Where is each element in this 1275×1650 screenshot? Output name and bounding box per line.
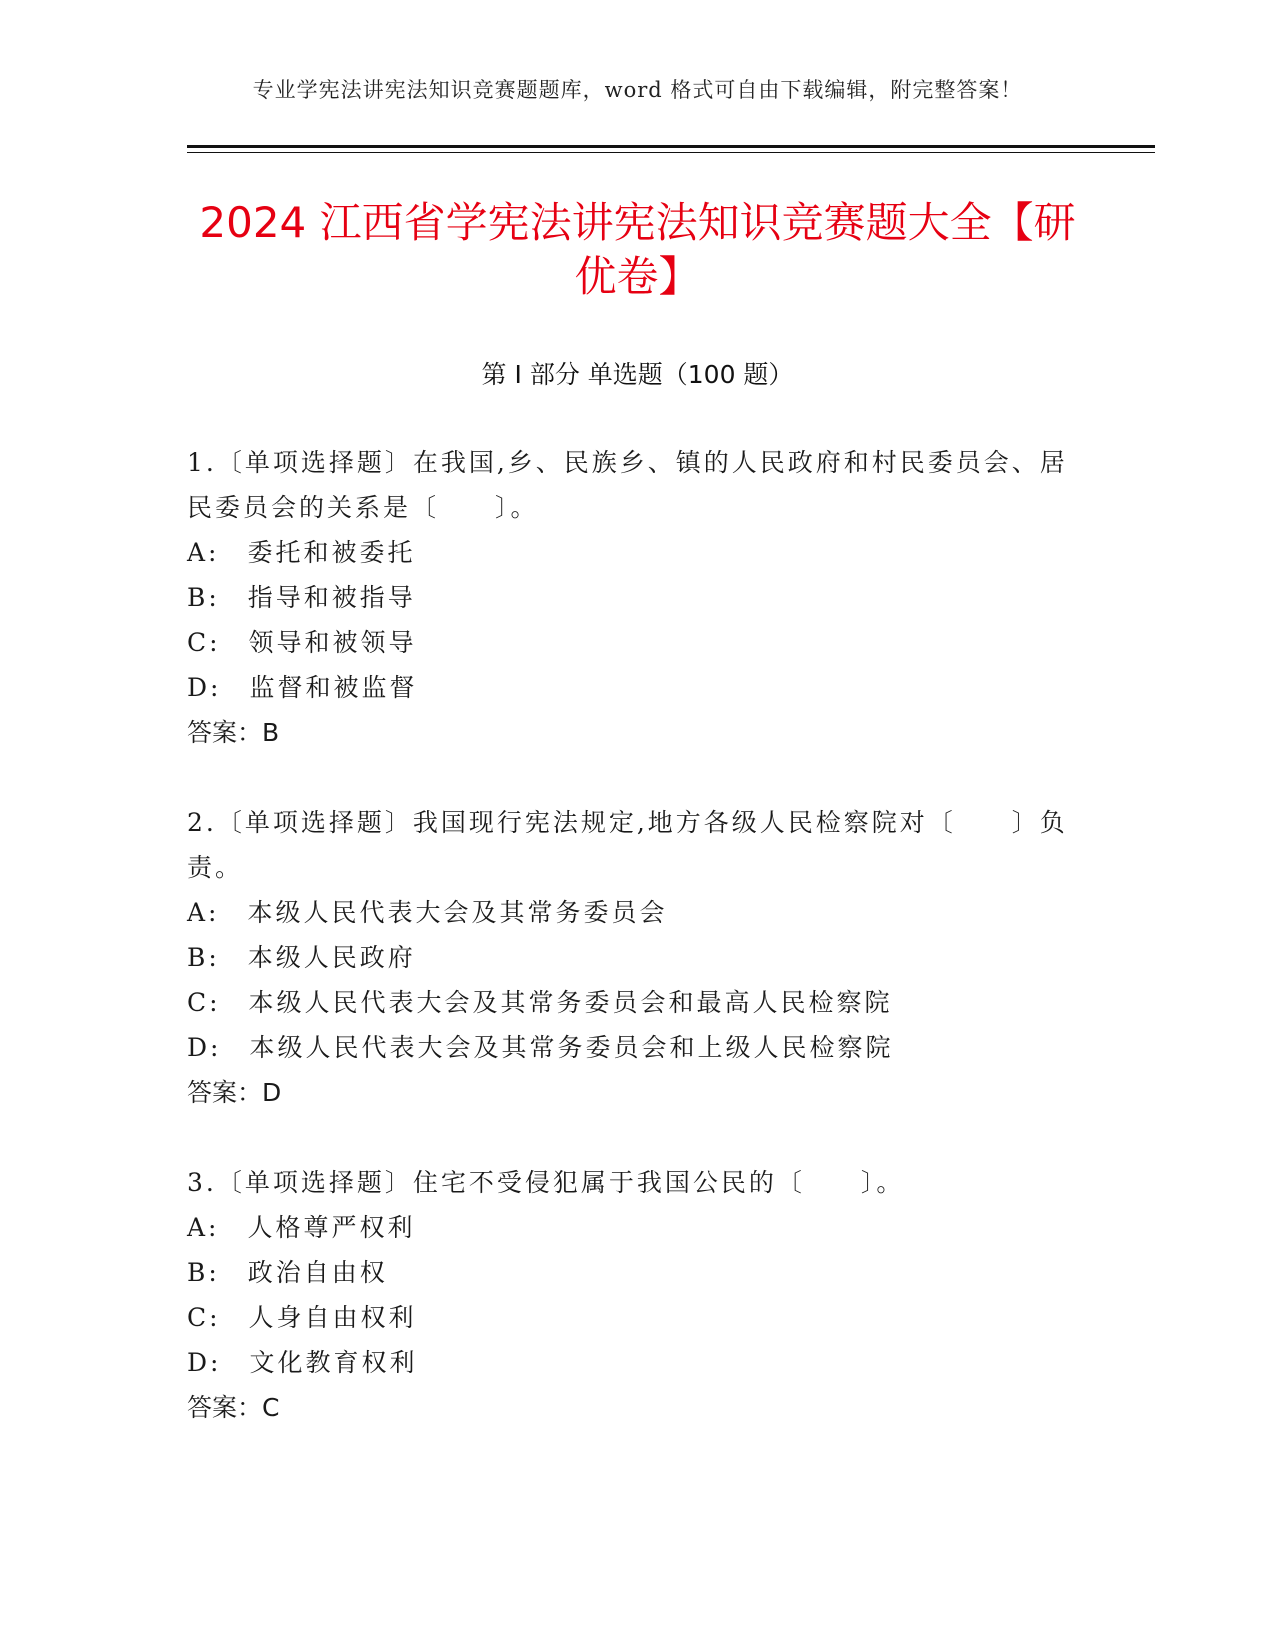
option-d: D: 监督和被监督: [187, 673, 418, 702]
option-c: C: 本级人民代表大会及其常务委员会和最高人民检察院: [187, 988, 893, 1017]
answer: 答案：C: [187, 1393, 280, 1422]
option-b: B: 指导和被指导: [187, 583, 416, 612]
question-stem: 3.〔单项选择题〕住宅不受侵犯属于我国公民的〔 〕。: [187, 1168, 905, 1197]
option-a: A: 本级人民代表大会及其常务委员会: [187, 898, 668, 927]
section-title: 第 I 部分 单选题（100 题）: [481, 360, 794, 389]
header-note: 专业学宪法讲宪法知识竞赛题题库，word 格式可自由下载编辑，附完整答案！: [252, 78, 1023, 102]
option-b: B: 本级人民政府: [187, 943, 416, 972]
question-2: [187, 800, 1077, 1115]
option-a: A: 委托和被委托: [187, 538, 416, 567]
answer: 答案：B: [187, 718, 280, 747]
header-rule-thin: [187, 152, 1155, 153]
question-3: [187, 1160, 1077, 1430]
option-d: D: 文化教育权利: [187, 1348, 418, 1377]
document-title: 2024 江西省学宪法讲宪法知识竞赛题大全【研优卷】: [199, 198, 1076, 301]
question-stem: 1.〔单项选择题〕在我国,乡、民族乡、镇的人民政府和村民委员会、居民委员会的关系是〔 〕。: [187, 448, 1068, 522]
option-c: C: 领导和被领导: [187, 628, 417, 657]
header-rule-thick: [187, 145, 1155, 148]
option-d: D: 本级人民代表大会及其常务委员会和上级人民检察院: [187, 1033, 894, 1062]
option-c: C: 人身自由权利: [187, 1303, 417, 1332]
question-list: [187, 440, 1077, 1475]
answer: 答案：D: [187, 1078, 282, 1107]
option-a: A: 人格尊严权利: [187, 1213, 416, 1242]
question-1: [187, 440, 1077, 755]
question-stem: 2.〔单项选择题〕我国现行宪法规定,地方各级人民检察院对〔 〕负责。: [187, 808, 1068, 882]
option-b: B: 政治自由权: [187, 1258, 388, 1287]
